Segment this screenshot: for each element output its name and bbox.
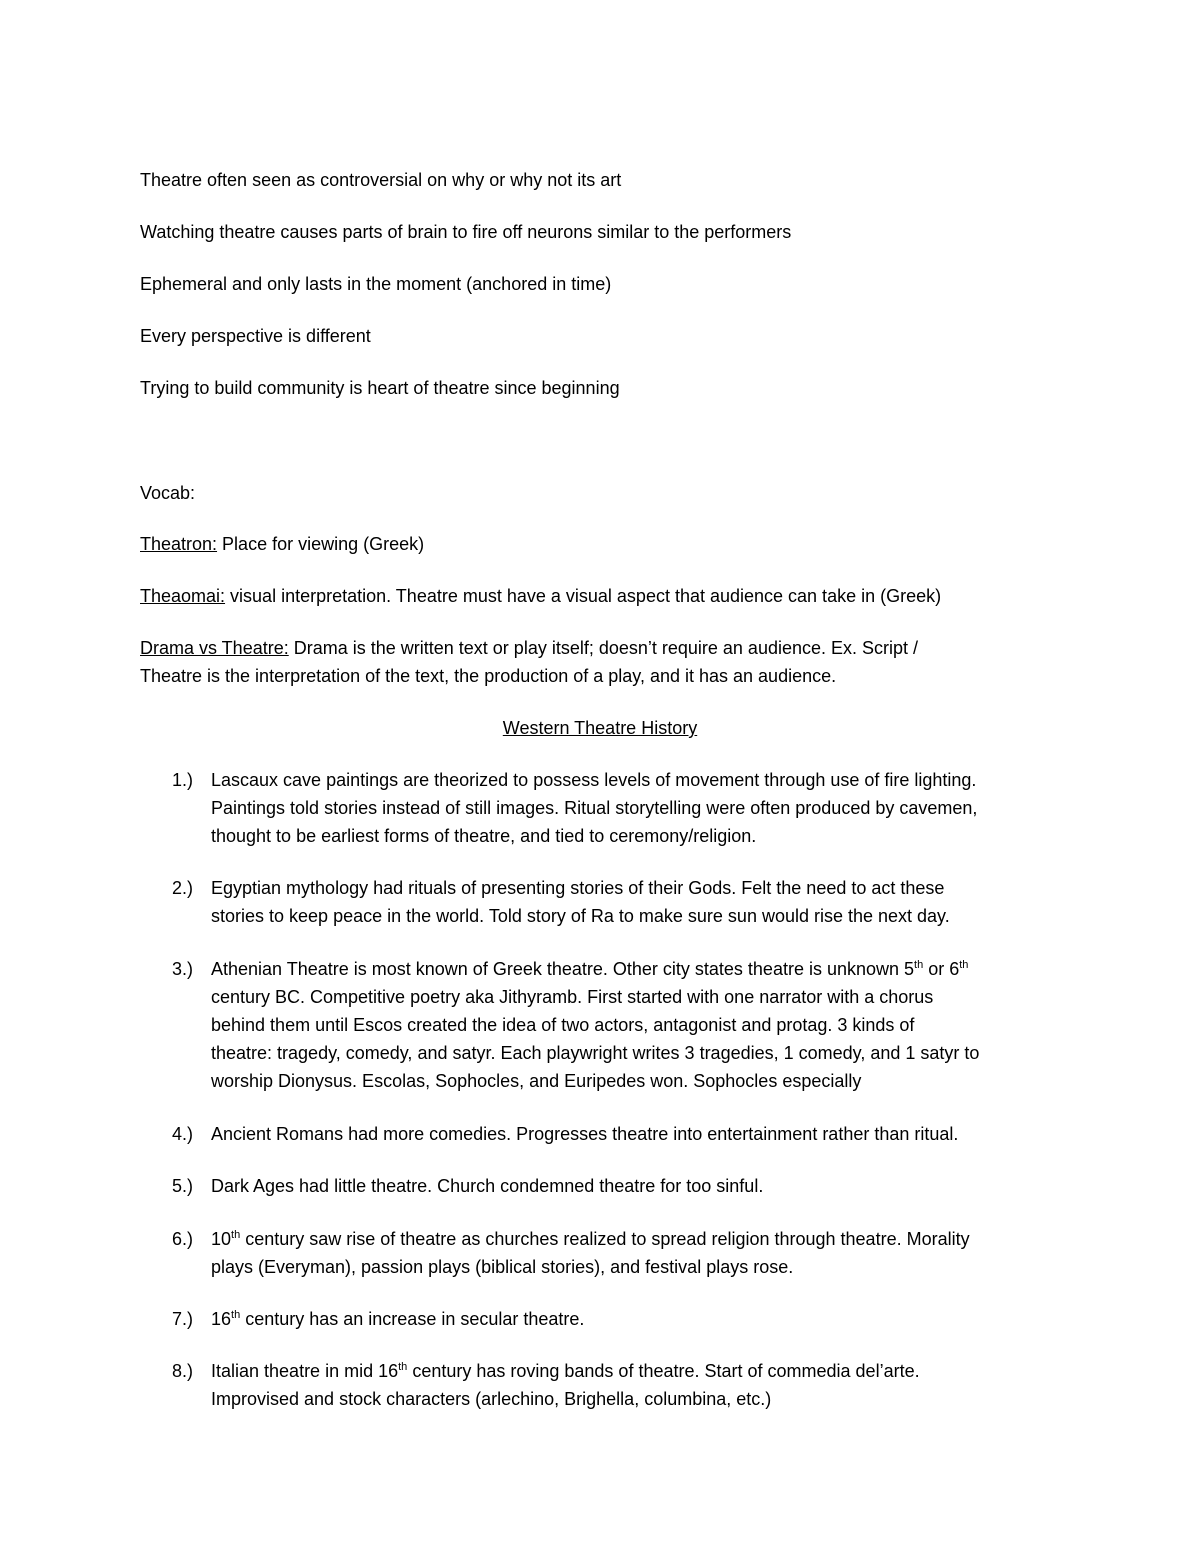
vocab-definition: Place for viewing (Greek) [217, 534, 425, 554]
list-item-number: 4.) [172, 1124, 194, 1144]
vocab-term: Theaomai: [140, 586, 226, 606]
list-item-line: Egyptian mythology had rituals of presenting stories of their Gods. Felt the need to act these [211, 878, 945, 898]
list-item-line: thought to be earliest forms of theatre, and tied to ceremony/religion. [211, 826, 757, 846]
list-item-line: Improvised and stock characters (arlechino, Brighella, columbina, etc.) [211, 1389, 772, 1409]
list-item-number: 2.) [172, 878, 194, 898]
list-item-line: Italian theatre in mid 16th century has roving bands of theatre. Start of commedia del’arte. [211, 1361, 920, 1381]
vocab-definition: Drama is the written text or play itself; doesn’t require an audience. Ex. Script / [288, 638, 919, 658]
vocab-term: Theatron: [140, 534, 218, 554]
list-item-number: 3.) [172, 959, 194, 979]
vocab-definition-continued: Theatre is the interpretation of the text, the production of a play, and it has an audience. [140, 666, 837, 686]
intro-line: Every perspective is different [140, 326, 371, 346]
list-item-line: century BC. Competitive poetry aka Jithyramb. First started with one narrator with a chorus [211, 987, 934, 1007]
vocab-entry [140, 634, 1070, 662]
list-item-line: Dark Ages had little theatre. Church condemned theatre for too sinful. [211, 1176, 764, 1196]
intro-line: Trying to build community is heart of theatre since beginning [140, 378, 620, 398]
vocab-heading: Vocab: [140, 483, 196, 503]
vocab-term: Drama vs Theatre: [140, 638, 289, 658]
list-item-line: Athenian Theatre is most known of Greek theatre. Other city states theatre is unknown 5th or 6th [211, 959, 969, 979]
vocab-definition: visual interpretation. Theatre must have a visual aspect that audience can take in (Greek) [225, 586, 942, 606]
list-item-line: 16th century has an increase in secular theatre. [211, 1309, 585, 1329]
list-item-number: 7.) [172, 1309, 194, 1329]
list-item-line: stories to keep peace in the world. Told story of Ra to make sure sun would rise the next day. [211, 906, 950, 926]
list-item-line: 10th century saw rise of theatre as churches realized to spread religion through theatre. Morality [211, 1229, 970, 1249]
list-item-line: worship Dionysus. Escolas, Sophocles, and Euripedes won. Sophocles especially [211, 1071, 862, 1091]
list-item-line: Ancient Romans had more comedies. Progresses theatre into entertainment rather than ritual. [211, 1124, 959, 1144]
intro-line: Theatre often seen as controversial on why or why not its art [140, 170, 622, 190]
intro-line: Watching theatre causes parts of brain to fire off neurons similar to the performers [140, 222, 792, 242]
list-item-number: 8.) [172, 1361, 194, 1381]
list-item-number: 6.) [172, 1229, 194, 1249]
vocab-entry [140, 530, 1070, 558]
list-item-line: behind them until Escos created the idea of two actors, antagonist and protag. 3 kinds of [211, 1015, 915, 1035]
list-item-line: plays (Everyman), passion plays (biblical stories), and festival plays rose. [211, 1257, 794, 1277]
list-item-line: Paintings told stories instead of still images. Ritual storytelling were often produced by cavemen, [211, 798, 978, 818]
list-item-line: Lascaux cave paintings are theorized to possess levels of movement through use of fire lighting. [211, 770, 977, 790]
section-title [0, 714, 1200, 742]
vocab-entry [140, 582, 1070, 610]
intro-line: Ephemeral and only lasts in the moment (anchored in time) [140, 274, 612, 294]
list-item-line: theatre: tragedy, comedy, and satyr. Each playwright writes 3 tragedies, 1 comedy, and 1 satyr to [211, 1043, 980, 1063]
list-item-number: 1.) [172, 770, 194, 790]
list-item-number: 5.) [172, 1176, 194, 1196]
section-title-text: Western Theatre History [502, 718, 698, 738]
